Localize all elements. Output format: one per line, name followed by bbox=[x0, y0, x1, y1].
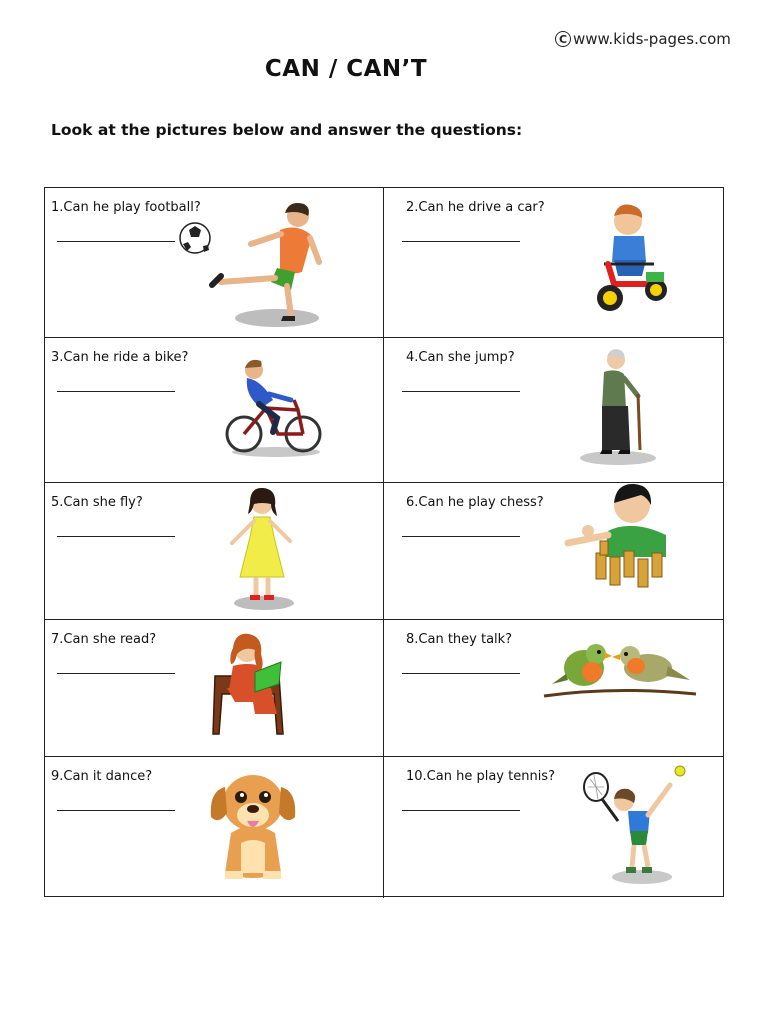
question-cell-3 bbox=[45, 338, 384, 483]
answer-line[interactable] bbox=[57, 391, 175, 392]
question-text: 2.Can he drive a car? bbox=[406, 200, 545, 215]
question-text: 7.Can she read? bbox=[51, 632, 157, 647]
question-text: 6.Can he play chess? bbox=[406, 495, 544, 510]
two-birds-on-branch-icon bbox=[540, 634, 700, 704]
answer-line[interactable] bbox=[402, 810, 520, 811]
boy-riding-bicycle-icon bbox=[221, 356, 325, 460]
question-text: 8.Can they talk? bbox=[406, 632, 513, 647]
question-text: 3.Can he ride a bike? bbox=[51, 350, 189, 365]
question-text: 5.Can she fly? bbox=[51, 495, 143, 510]
woman-reading-book-icon bbox=[205, 632, 295, 736]
question-cell-8 bbox=[384, 620, 723, 757]
toddler-on-tricycle-icon bbox=[590, 202, 674, 322]
answer-line[interactable] bbox=[402, 241, 520, 242]
copyright-icon: C bbox=[555, 31, 571, 47]
answer-line[interactable] bbox=[57, 673, 175, 674]
question-cell-1 bbox=[45, 188, 384, 338]
question-text: 1.Can he play football? bbox=[51, 200, 201, 215]
copyright-notice bbox=[555, 30, 731, 48]
answer-line[interactable] bbox=[57, 241, 175, 242]
question-text: 4.Can she jump? bbox=[406, 350, 515, 365]
boy-playing-chess-icon bbox=[552, 483, 672, 593]
question-cell-10 bbox=[384, 757, 723, 898]
answer-line[interactable] bbox=[57, 536, 175, 537]
site-url: www.kids-pages.com bbox=[573, 30, 731, 48]
answer-line[interactable] bbox=[402, 536, 520, 537]
question-cell-9 bbox=[45, 757, 384, 898]
question-text: 9.Can it dance? bbox=[51, 769, 153, 784]
old-woman-with-cane-icon bbox=[572, 346, 664, 468]
page-title: CAN / CAN’T bbox=[264, 56, 428, 82]
answer-line[interactable] bbox=[57, 810, 175, 811]
boy-kicking-football-icon bbox=[177, 198, 327, 330]
question-cell-7 bbox=[45, 620, 384, 757]
question-cell-5 bbox=[45, 483, 384, 620]
answer-line[interactable] bbox=[402, 391, 520, 392]
answer-line[interactable] bbox=[402, 673, 520, 674]
girl-in-yellow-dress-icon bbox=[220, 485, 300, 613]
instructions: Look at the pictures below and answer the questions: bbox=[51, 121, 523, 139]
question-cell-2 bbox=[384, 188, 723, 338]
question-cell-6 bbox=[384, 483, 723, 620]
question-cell-4 bbox=[384, 338, 723, 483]
puppy-dog-icon bbox=[205, 763, 301, 887]
boy-playing-tennis-icon bbox=[580, 761, 690, 887]
question-grid bbox=[44, 187, 724, 897]
question-text: 10.Can he play tennis? bbox=[406, 769, 555, 784]
